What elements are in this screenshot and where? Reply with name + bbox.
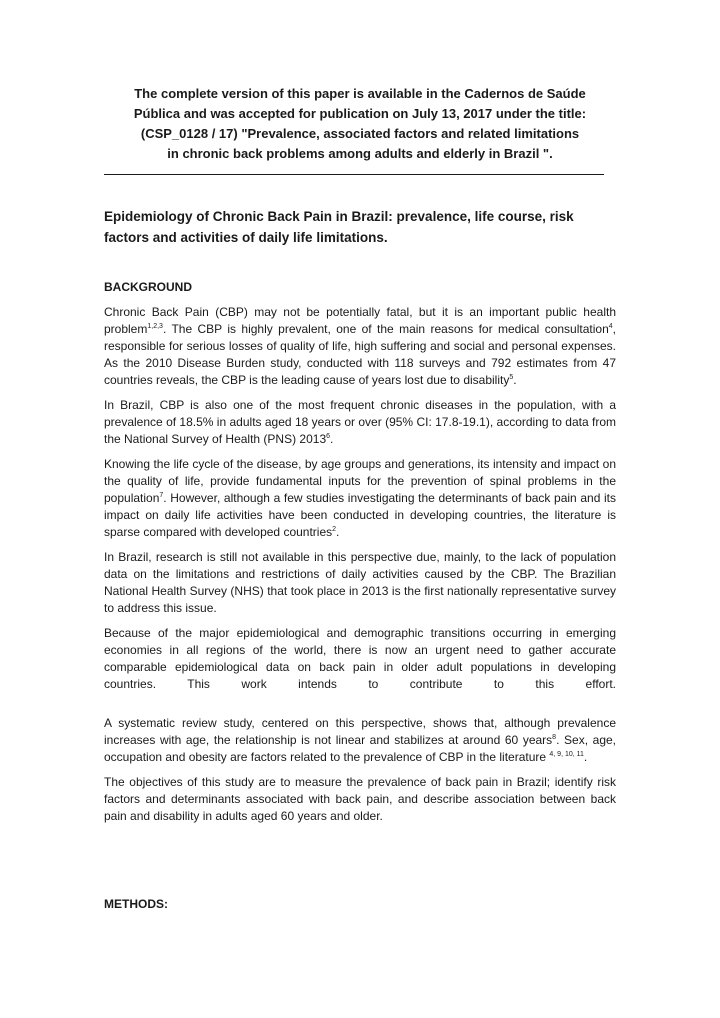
notice-line: Pública and was accepted for publication on July 13, 2017 under the title: bbox=[133, 106, 587, 121]
paragraph: Because of the major epidemiological and demographic transitions occurring in emerging economies in all regions of the world, there is now an urgent need to gather accurate comparable epidemiological data on back pain in older adult populations in developing countries. This work intends to contribute to this effort. bbox=[104, 626, 616, 691]
citation: 4 bbox=[608, 323, 613, 330]
paper-title: Epidemiology of Chronic Back Pain in Brazil: prevalence, life course, risk factors and activities of daily life limitations. bbox=[104, 209, 574, 245]
paragraph: The objectives of this study are to measure the prevalence of back pain in Brazil; identify risk factors and determinants associated with back pain, and describe association between back pain and disability in adults aged 60 years and older. bbox=[104, 775, 616, 823]
background-heading: BACKGROUND bbox=[104, 280, 192, 294]
methods-heading: METHODS: bbox=[104, 897, 168, 911]
citation: 6 bbox=[326, 433, 331, 440]
publication-notice bbox=[104, 84, 616, 164]
notice-line: in chronic back problems among adults and elderly in Brazil ". bbox=[167, 146, 553, 161]
paragraph: Knowing the life cycle of the disease, by age groups and generations, its intensity and impact on the quality of life, provide fundamental inputs for the prevention of spinal problems in the population$^7$. However, although a few studies investigating the determinants of back pain and its impact on daily life activities have been conducted in developing countries, the literature is sparse compared with developed countries$^2$. bbox=[104, 457, 616, 539]
citation: 7 bbox=[159, 492, 164, 499]
paragraph: A systematic review study, centered on this perspective, shows that, although prevalence increases with age, the relationship is not linear and stabilizes at around 60 years$^8$. Sex, age, occupation and obesity are factors related to the prevalence of CBP in the literature $^{4, 9, 10, 11}$. bbox=[104, 716, 616, 764]
notice-line: The complete version of this paper is available in the Cadernos de Saúde bbox=[134, 86, 586, 101]
citation: 4, 9, 10, 11 bbox=[549, 751, 584, 758]
citation: 8 bbox=[552, 734, 557, 741]
paragraph: Chronic Back Pain (CBP) may not be potentially fatal, but it is an important public health problem$^{1,2,3}$. The CBP is highly prevalent, one of the main reasons for medical consultation$^4$, responsible for serious losses of quality of life, high suffering and social and personal expenses. As the 2010 Disease Burden study, conducted with 118 surveys and 792 estimates from 47 countries reveals, the CBP is the leading cause of years lost due to disability$^5$. bbox=[104, 305, 616, 387]
paragraph: In Brazil, research is still not available in this perspective due, mainly, to the lack of population data on the limitations and restrictions of daily activities caused by the CBP. The Brazilian National Health Survey (NHS) that took place in 2013 is the first nationally representative survey to address this issue. bbox=[104, 550, 616, 615]
notice-line: (CSP_0128 / 17) "Prevalence, associated factors and related limitations bbox=[140, 126, 580, 141]
citation: 2 bbox=[332, 526, 337, 533]
citation: 1,2,3 bbox=[147, 323, 163, 330]
separator-rule bbox=[104, 174, 604, 175]
background-section bbox=[104, 304, 616, 833]
citation: 5 bbox=[509, 374, 514, 381]
paragraph: In Brazil, CBP is also one of the most frequent chronic diseases in the population, with a prevalence of 18.5% in adults aged 18 years or over (95% CI: 17.8-19.1), according to data from the National Survey of Health (PNS) 2013$^6$. bbox=[104, 398, 616, 446]
